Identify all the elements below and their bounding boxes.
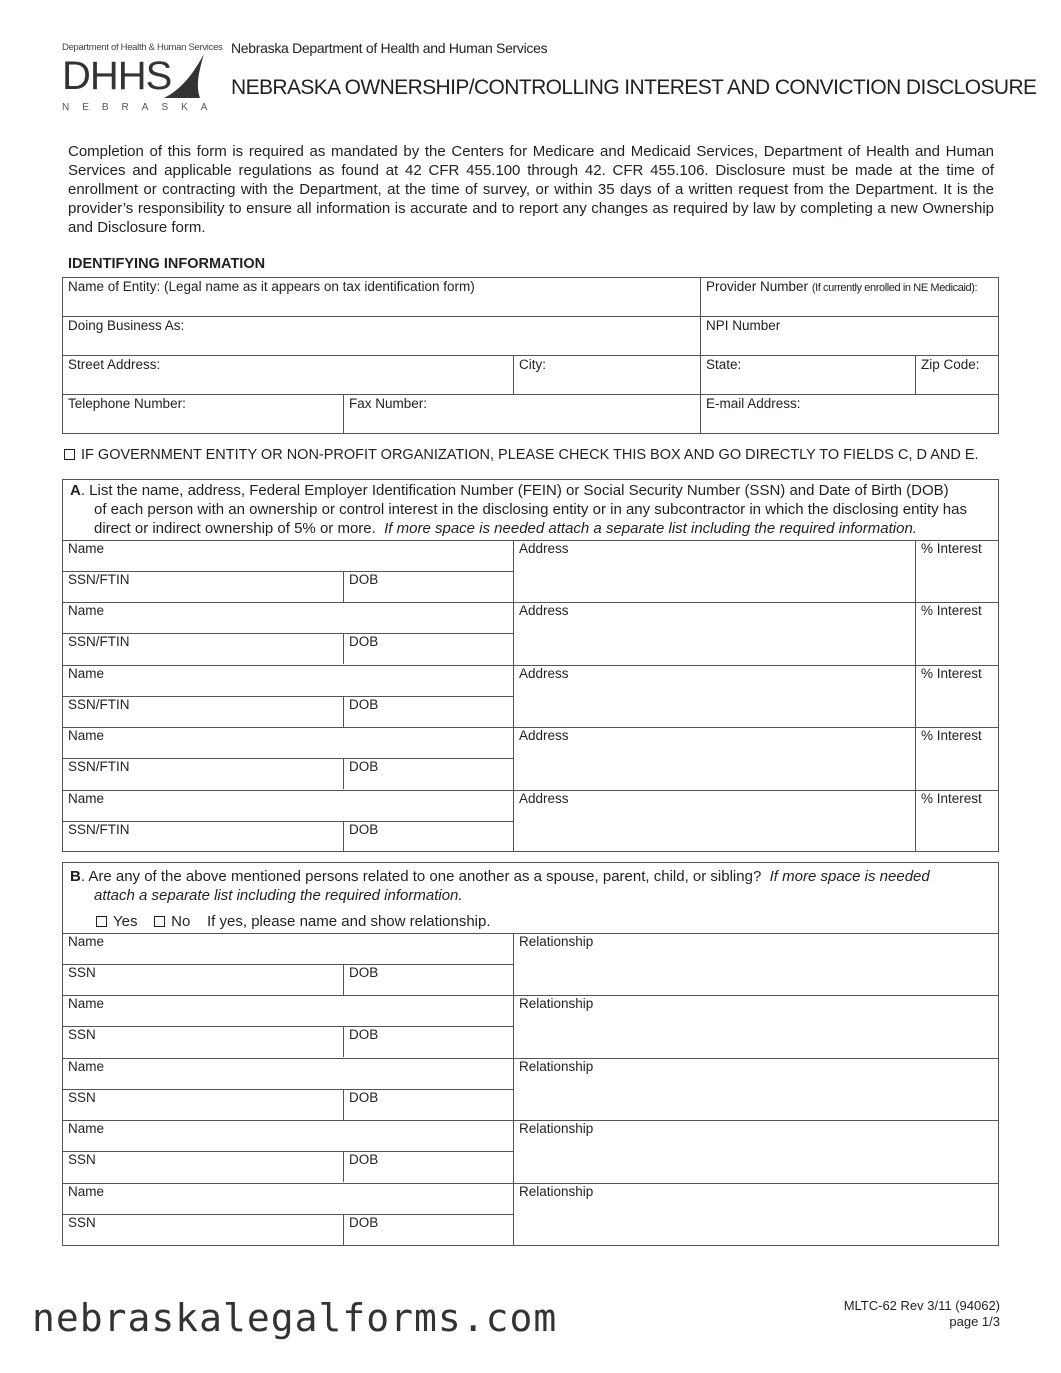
section-b-letter: B [70, 868, 81, 885]
owner-interest-field[interactable]: % Interest [921, 603, 982, 619]
logo-department-text: Department of Health & Human Services [62, 42, 223, 53]
no-checkbox[interactable] [154, 916, 165, 927]
phone-field[interactable]: Telephone Number: [68, 396, 186, 411]
relative-dob-field[interactable]: DOB [349, 1089, 379, 1105]
relative-name-field[interactable]: Name [68, 1058, 105, 1074]
relative-name-field[interactable]: Name [68, 996, 105, 1012]
owner-name-field[interactable]: Name [68, 603, 105, 619]
owner-interest-field[interactable]: % Interest [921, 728, 982, 744]
npi-field[interactable]: NPI Number [706, 318, 781, 333]
state-field[interactable]: State: [706, 357, 742, 372]
provider-number-label: Provider Number [706, 279, 809, 294]
owner-ssn-field[interactable]: SSN/FTIN [68, 696, 130, 712]
section-a-question-line2: of each person with an ownership or control interest in the disclosing entity or in any subcontractor in which the disclosing entity has [94, 501, 967, 518]
logo-dhhs-text: DHHS [62, 54, 172, 98]
gov-entity-row [64, 447, 979, 463]
ifyes-label: If yes, please name and show relationship. [207, 913, 491, 930]
section-a-question: A. List the name, address, Federal Employer Identification Number (FEIN) or Social Security Number (SSN) and Date of Birth (DOB) [70, 482, 949, 499]
owner-ssn-field[interactable]: SSN/FTIN [68, 759, 130, 775]
owner-name-field[interactable]: Name [68, 728, 105, 744]
owner-ssn-field[interactable]: SSN/FTIN [68, 572, 130, 587]
section-b-answer-row [96, 912, 491, 931]
form-revision: MLTC-62 Rev 3/11 (94062) [843, 1298, 1000, 1313]
owner-name-field[interactable]: Name [68, 541, 105, 556]
owner-interest-field[interactable]: % Interest [921, 541, 982, 556]
section-b-question-line2: attach a separate list including the required information. [94, 887, 463, 904]
logo-swoosh-icon [162, 52, 206, 100]
yes-label: Yes [113, 913, 138, 930]
provider-number-note: (If currently enrolled in NE Medicaid): [811, 282, 978, 294]
entity-name-field[interactable]: Name of Entity: (Legal name as it appears on tax identification form) [68, 279, 475, 294]
relative-name-field[interactable]: Name [68, 1183, 105, 1199]
owner-address-field[interactable]: Address [519, 728, 569, 744]
fax-field[interactable]: Fax Number: [349, 396, 428, 411]
gov-entity-checkbox[interactable] [64, 449, 75, 460]
section-a-question-line3: direct or indirect ownership of 5% or more. If more space is needed attach a separate list including the required information. [94, 520, 917, 537]
yes-checkbox[interactable] [96, 916, 107, 927]
owner-dob-field[interactable]: DOB [349, 634, 379, 650]
provider-number-field[interactable] [706, 279, 977, 294]
owner-dob-field[interactable]: DOB [349, 821, 379, 837]
relationship-field[interactable]: Relationship [519, 1121, 594, 1137]
page-number: page 1/3 [949, 1314, 1000, 1329]
relative-dob-field[interactable]: DOB [349, 1214, 379, 1230]
gov-entity-label: IF GOVERNMENT ENTITY OR NON-PROFIT ORGANIZATION, PLEASE CHECK THIS BOX AND GO DIRECTLY TO FIELDS C, D AND E. [81, 447, 979, 463]
owner-name-field[interactable]: Name [68, 665, 105, 681]
owner-dob-field[interactable]: DOB [349, 696, 379, 712]
watermark: nebraskalegalforms.com [32, 1296, 558, 1340]
city-field[interactable]: City: [519, 357, 546, 372]
dba-field[interactable]: Doing Business As: [68, 318, 185, 333]
relationship-field[interactable]: Relationship [519, 1058, 594, 1074]
relationship-field[interactable]: Relationship [519, 996, 594, 1012]
logo-nebraska-text: NEBRASKA [62, 102, 221, 113]
owner-name-field[interactable]: Name [68, 790, 105, 806]
owner-interest-field[interactable]: % Interest [921, 665, 982, 681]
relationship-field[interactable]: Relationship [519, 934, 594, 949]
relative-dob-field[interactable]: DOB [349, 965, 379, 980]
relative-name-field[interactable]: Name [68, 1121, 105, 1137]
relative-ssn-field[interactable]: SSN [68, 965, 96, 980]
relative-ssn-field[interactable]: SSN [68, 1152, 96, 1168]
street-field[interactable]: Street Address: [68, 357, 161, 372]
dhhs-logo [62, 42, 223, 117]
zip-field[interactable]: Zip Code: [921, 357, 980, 372]
relative-ssn-field[interactable]: SSN [68, 1027, 96, 1043]
email-field[interactable]: E-mail Address: [706, 396, 801, 411]
identifying-heading: IDENTIFYING INFORMATION [68, 256, 266, 272]
owner-address-field[interactable]: Address [519, 790, 569, 806]
owner-interest-field[interactable]: % Interest [921, 790, 982, 806]
owner-address-field[interactable]: Address [519, 665, 569, 681]
relative-ssn-field[interactable]: SSN [68, 1089, 96, 1105]
owner-dob-field[interactable]: DOB [349, 572, 379, 587]
relationship-field[interactable]: Relationship [519, 1183, 594, 1199]
agency-name: Nebraska Department of Health and Human Services [231, 40, 548, 56]
relative-ssn-field[interactable]: SSN [68, 1214, 96, 1230]
relative-dob-field[interactable]: DOB [349, 1152, 379, 1168]
owner-ssn-field[interactable]: SSN/FTIN [68, 821, 130, 837]
no-label: No [171, 913, 191, 930]
relative-name-field[interactable]: Name [68, 934, 105, 949]
owner-dob-field[interactable]: DOB [349, 759, 379, 775]
owner-address-field[interactable]: Address [519, 541, 569, 556]
relative-dob-field[interactable]: DOB [349, 1027, 379, 1043]
intro-paragraph: Completion of this form is required as mandated by the Centers for Medicare and Medicaid Services, Department of Health and Human Services and applicable regulations as found at 42 CFR 455.100 through 42. CFR 455.106. Disclosure must be made at the time of enrollment or contracting with the Department, at the time of survey, or within 35 days of a written request from the Department. It is the provider’s responsibility to ensure all information is accurate and to report any changes as required by law by completing a new Ownership and Disclosure form. [68, 143, 994, 236]
section-b-question: B. Are any of the above mentioned persons related to one another as a spouse, parent, child, or sibling? If more space is needed [70, 868, 930, 885]
form-code [844, 1298, 1000, 1330]
section-a-letter: A [70, 482, 81, 499]
form-title: NEBRASKA OWNERSHIP/CONTROLLING INTEREST AND CONVICTION DISCLOSURE [231, 76, 1037, 99]
owner-address-field[interactable]: Address [519, 603, 569, 619]
owner-ssn-field[interactable]: SSN/FTIN [68, 634, 130, 650]
